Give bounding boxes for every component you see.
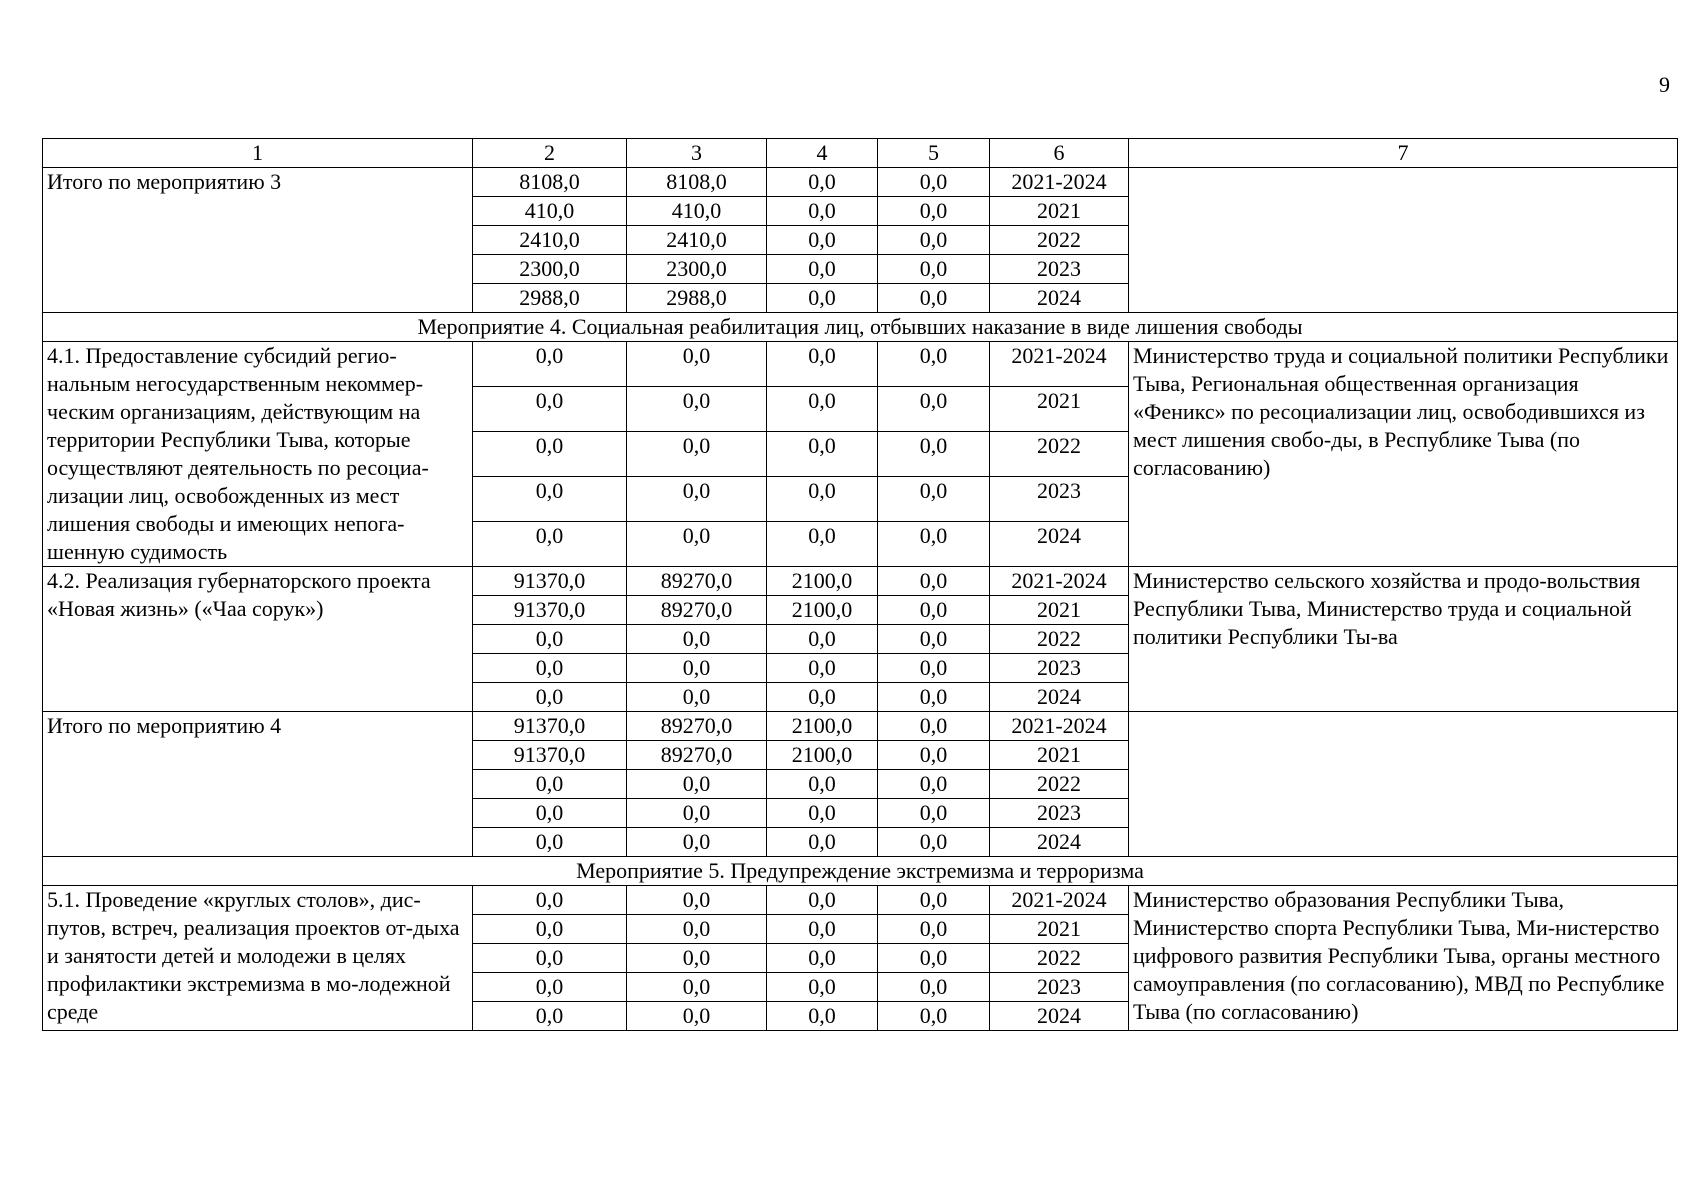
amount-cell: 0,0: [767, 654, 878, 683]
amount-cell: 0,0: [473, 973, 627, 1002]
period-cell: 2021: [990, 741, 1129, 770]
amount-cell: 2100,0: [767, 712, 878, 741]
amount-cell: 0,0: [767, 886, 878, 915]
period-cell: 2024: [990, 284, 1129, 313]
period-cell: 2021: [990, 197, 1129, 226]
period-cell: 2023: [990, 654, 1129, 683]
period-cell: 2021: [990, 387, 1129, 432]
header-cell: 4: [767, 139, 878, 168]
responsible-cell: Министерство труда и социальной политики Республики Тыва, Региональная общественная организация «Феникс» по ресоциализации лиц, освободившихся из мест лишения свобо-ды, в Республике Тыва (по согласованию): [1129, 342, 1678, 567]
amount-cell: 2100,0: [767, 567, 878, 596]
period-cell: 2022: [990, 432, 1129, 477]
amount-cell: 8108,0: [627, 168, 767, 197]
amount-cell: 0,0: [627, 625, 767, 654]
amount-cell: 0,0: [627, 342, 767, 387]
amount-cell: 0,0: [767, 770, 878, 799]
measure-name-cell: 4.1. Предоставление субсидий регио-нальным негосударственным некоммер-ческим организациям, действующим на территории Республики Тыва, которые осуществляют деятельность по ресоциа-лизации лиц, освобожденных из мест лишения свободы и имеющих непога-шенную судимость: [43, 342, 473, 567]
period-cell: 2021-2024: [990, 712, 1129, 741]
amount-cell: 0,0: [767, 522, 878, 567]
responsible-cell: Министерство сельского хозяйства и продо-вольствия Республики Тыва, Министерство труда и социальной политики Республики Ты-ва: [1129, 567, 1678, 712]
amount-cell: 0,0: [767, 284, 878, 313]
amount-cell: 0,0: [473, 477, 627, 522]
amount-cell: 0,0: [767, 226, 878, 255]
amount-cell: 0,0: [473, 799, 627, 828]
amount-cell: 0,0: [627, 886, 767, 915]
amount-cell: 0,0: [878, 944, 990, 973]
table-body: [43, 139, 1678, 1031]
amount-cell: 0,0: [767, 625, 878, 654]
header-cell: 5: [878, 139, 990, 168]
amount-cell: 0,0: [627, 1002, 767, 1031]
amount-cell: 2100,0: [767, 741, 878, 770]
amount-cell: 0,0: [767, 387, 878, 432]
amount-cell: 0,0: [473, 432, 627, 477]
measure-name-cell: 5.1. Проведение «круглых столов», дис-путов, встреч, реализация проектов от-дыха и занятости детей и молодежи в целях профилактики экстремизма в мо-лодежной среде: [43, 886, 473, 1031]
amount-cell: 0,0: [878, 1002, 990, 1031]
period-cell: 2024: [990, 522, 1129, 567]
amount-cell: 0,0: [627, 654, 767, 683]
period-cell: 2023: [990, 973, 1129, 1002]
amount-cell: 0,0: [627, 387, 767, 432]
period-cell: 2022: [990, 770, 1129, 799]
amount-cell: 0,0: [767, 255, 878, 284]
measure-name-cell: 4.2. Реализация губернаторского проекта «Новая жизнь» («Чаа сорук»): [43, 567, 473, 712]
section-title: Мероприятие 5. Предупреждение экстремизма и терроризма: [43, 857, 1678, 886]
amount-cell: 0,0: [473, 683, 627, 712]
period-cell: 2021-2024: [990, 886, 1129, 915]
section-row: [43, 313, 1678, 342]
amount-cell: 91370,0: [473, 712, 627, 741]
amount-cell: 0,0: [878, 255, 990, 284]
period-cell: 2021-2024: [990, 168, 1129, 197]
amount-cell: 91370,0: [473, 567, 627, 596]
amount-cell: 0,0: [473, 1002, 627, 1031]
amount-cell: 0,0: [767, 799, 878, 828]
amount-cell: 0,0: [767, 973, 878, 1002]
amount-cell: 410,0: [627, 197, 767, 226]
responsible-cell: [1129, 168, 1678, 313]
amount-cell: 0,0: [627, 973, 767, 1002]
amount-cell: 0,0: [878, 477, 990, 522]
period-cell: 2023: [990, 799, 1129, 828]
amount-cell: 0,0: [627, 477, 767, 522]
amount-cell: 0,0: [473, 944, 627, 973]
period-cell: 2021-2024: [990, 342, 1129, 387]
amount-cell: 0,0: [878, 828, 990, 857]
amount-cell: 0,0: [878, 284, 990, 313]
amount-cell: 0,0: [878, 886, 990, 915]
amount-cell: 0,0: [627, 770, 767, 799]
period-cell: 2024: [990, 828, 1129, 857]
table-row: [43, 886, 1678, 915]
amount-cell: 0,0: [878, 168, 990, 197]
responsible-cell: [1129, 712, 1678, 857]
amount-cell: 0,0: [473, 522, 627, 567]
amount-cell: 0,0: [627, 799, 767, 828]
amount-cell: 91370,0: [473, 741, 627, 770]
amount-cell: 0,0: [878, 625, 990, 654]
amount-cell: 0,0: [767, 828, 878, 857]
section-title: Мероприятие 4. Социальная реабилитация лиц, отбывших наказание в виде лишения свободы: [43, 313, 1678, 342]
page-number: 9: [1659, 72, 1670, 97]
amount-cell: 0,0: [878, 596, 990, 625]
amount-cell: 0,0: [878, 522, 990, 567]
amount-cell: 2300,0: [627, 255, 767, 284]
amount-cell: 0,0: [627, 522, 767, 567]
amount-cell: 0,0: [473, 770, 627, 799]
period-cell: 2021: [990, 915, 1129, 944]
amount-cell: 410,0: [473, 197, 627, 226]
amount-cell: 0,0: [878, 799, 990, 828]
amount-cell: 0,0: [473, 886, 627, 915]
amount-cell: 0,0: [473, 654, 627, 683]
amount-cell: 0,0: [473, 915, 627, 944]
amount-cell: 0,0: [878, 654, 990, 683]
amount-cell: 0,0: [878, 342, 990, 387]
table-row: [43, 168, 1678, 197]
amount-cell: 0,0: [767, 944, 878, 973]
header-cell: 2: [473, 139, 627, 168]
amount-cell: 0,0: [878, 915, 990, 944]
period-cell: 2023: [990, 255, 1129, 284]
amount-cell: 0,0: [878, 432, 990, 477]
amount-cell: 0,0: [878, 770, 990, 799]
measure-name-cell: Итого по мероприятию 4: [43, 712, 473, 857]
header-cell: 7: [1129, 139, 1678, 168]
amount-cell: 0,0: [878, 226, 990, 255]
table-row: [43, 342, 1678, 387]
amount-cell: 0,0: [767, 683, 878, 712]
amount-cell: 0,0: [627, 944, 767, 973]
amount-cell: 2410,0: [627, 226, 767, 255]
header-row: [43, 139, 1678, 168]
amount-cell: 2100,0: [767, 596, 878, 625]
amount-cell: 89270,0: [627, 741, 767, 770]
amount-cell: 0,0: [767, 342, 878, 387]
amount-cell: 0,0: [473, 828, 627, 857]
period-cell: 2024: [990, 1002, 1129, 1031]
section-row: [43, 857, 1678, 886]
amount-cell: 0,0: [473, 625, 627, 654]
amount-cell: 0,0: [878, 712, 990, 741]
period-cell: 2021-2024: [990, 567, 1129, 596]
amount-cell: 2410,0: [473, 226, 627, 255]
measure-name-cell: Итого по мероприятию 3: [43, 168, 473, 313]
amount-cell: 0,0: [878, 683, 990, 712]
table-row: [43, 712, 1678, 741]
responsible-cell: Министерство образования Республики Тыва, Министерство спорта Республики Тыва, Ми-нистерство цифрового развития Республики Тыва, органы местного самоуправления (по согласованию), МВД по Республике Тыва (по согласованию): [1129, 886, 1678, 1031]
header-cell: 6: [990, 139, 1129, 168]
header-cell: 3: [627, 139, 767, 168]
amount-cell: 0,0: [627, 683, 767, 712]
amount-cell: 0,0: [878, 741, 990, 770]
amount-cell: 0,0: [473, 387, 627, 432]
amount-cell: 89270,0: [627, 596, 767, 625]
amount-cell: 0,0: [767, 432, 878, 477]
amount-cell: 89270,0: [627, 712, 767, 741]
amount-cell: 0,0: [878, 973, 990, 1002]
amount-cell: 89270,0: [627, 567, 767, 596]
amount-cell: 0,0: [878, 387, 990, 432]
amount-cell: 2988,0: [627, 284, 767, 313]
amount-cell: 2988,0: [473, 284, 627, 313]
amount-cell: 0,0: [627, 432, 767, 477]
period-cell: 2022: [990, 944, 1129, 973]
period-cell: 2024: [990, 683, 1129, 712]
amount-cell: 0,0: [878, 197, 990, 226]
header-cell: 1: [43, 139, 473, 168]
amount-cell: 0,0: [767, 197, 878, 226]
period-cell: 2023: [990, 477, 1129, 522]
period-cell: 2022: [990, 625, 1129, 654]
amount-cell: 91370,0: [473, 596, 627, 625]
amount-cell: 0,0: [627, 915, 767, 944]
period-cell: 2022: [990, 226, 1129, 255]
amount-cell: 0,0: [767, 1002, 878, 1031]
funding-table: [42, 138, 1678, 1031]
amount-cell: 0,0: [878, 567, 990, 596]
amount-cell: 0,0: [767, 477, 878, 522]
amount-cell: 0,0: [767, 168, 878, 197]
amount-cell: 0,0: [627, 828, 767, 857]
table-row: [43, 567, 1678, 596]
amount-cell: 0,0: [473, 342, 627, 387]
amount-cell: 2300,0: [473, 255, 627, 284]
amount-cell: 0,0: [767, 915, 878, 944]
period-cell: 2021: [990, 596, 1129, 625]
amount-cell: 8108,0: [473, 168, 627, 197]
